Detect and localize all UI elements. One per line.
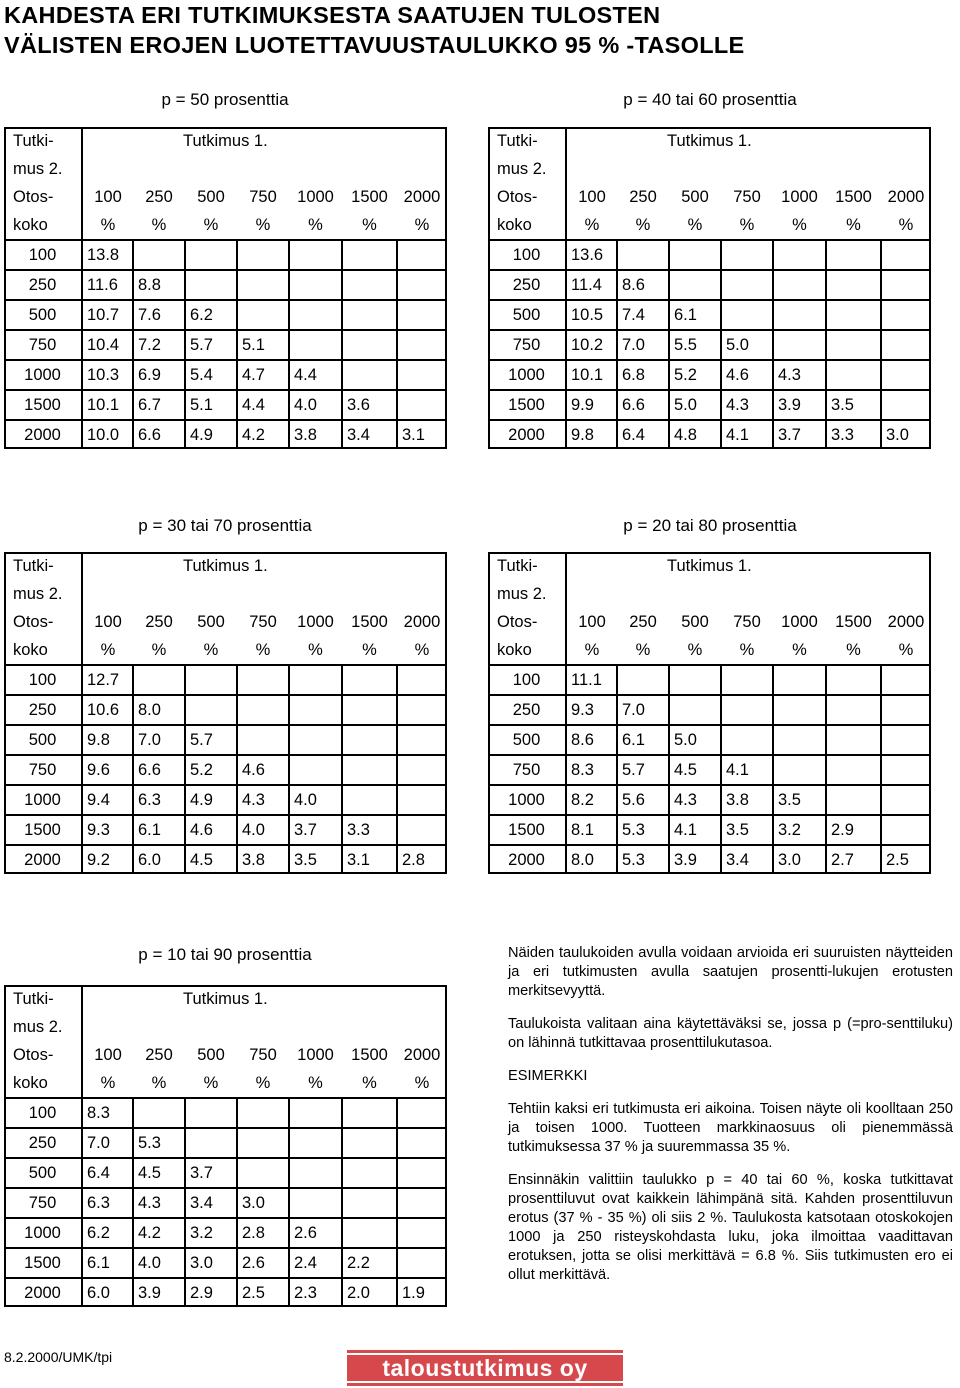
percent-header: % [255,641,271,659]
table-cell: 10.1 [82,390,133,420]
percent-header: % [846,216,861,234]
table-cell: 5.0 [721,330,773,360]
column-size-header: 2000 [403,1046,441,1064]
column-size-header: 1000 [781,613,818,631]
row-size-label: 250 [488,270,566,300]
header-koko: koko [488,211,566,240]
header-koko: koko [4,211,82,240]
table-frame [4,552,447,874]
table-cell: 4.1 [721,755,773,785]
table-cell: 8.2 [566,785,617,815]
row-size-label: 1000 [4,785,82,815]
column-size-header: 1500 [351,188,388,206]
table-cell: 6.3 [133,785,185,815]
column-size-header: 500 [197,613,225,631]
header-tutkimus-1: Tutkimus 1. [667,132,752,150]
percent-header: % [362,641,377,659]
column-size-header: 1000 [297,188,334,206]
table-cell: 4.3 [237,785,289,815]
row-size-label: 500 [488,725,566,755]
percent-header: % [151,1074,167,1092]
row-size-label: 750 [4,330,82,360]
percent-header: % [739,216,755,234]
table-cell: 11.4 [566,270,617,300]
table-cell: 2.5 [237,1278,289,1307]
table-cell: 3.7 [185,1158,237,1188]
percent-header: % [414,1074,430,1092]
table-cell: 7.0 [133,725,185,755]
row-size-label: 250 [4,270,82,300]
row-size-label: 500 [488,300,566,330]
table-cell: 3.5 [773,785,826,815]
row-size-label: 2000 [488,420,566,449]
row-size-label: 1500 [4,1248,82,1278]
row-size-label: 750 [488,330,566,360]
percent-header: % [255,216,271,234]
header-mus-2: mus 2. [4,1013,82,1041]
header-tutkimus-1: Tutkimus 1. [183,557,268,575]
column-size-header: 100 [578,613,606,631]
column-size-header: 1000 [297,1046,334,1064]
table-cell: 4.3 [721,390,773,420]
table-cell: 4.9 [185,785,237,815]
table-cell: 4.2 [237,420,289,449]
column-size-header: 1500 [351,613,388,631]
header-koko: koko [4,1069,82,1098]
percent-header: % [584,216,600,234]
table-cell: 3.5 [826,390,881,420]
percent-header: % [687,641,703,659]
table-cell: 3.9 [773,390,826,420]
table-cell: 2.2 [342,1248,397,1278]
table-cell: 10.0 [82,420,133,449]
table-caption: p = 50 prosenttia [161,90,289,109]
percent-header: % [255,1074,271,1092]
table-cell: 3.0 [773,845,826,874]
column-size-header: 100 [94,613,122,631]
row-size-label: 1500 [488,815,566,845]
table-cell: 2.7 [826,845,881,874]
row-size-label: 750 [4,755,82,785]
column-size-header: 250 [629,188,657,206]
table-cell: 6.2 [185,300,237,330]
table-cell: 3.5 [289,845,342,874]
column-size-header: 750 [249,1046,277,1064]
table-cell: 3.4 [185,1188,237,1218]
table-cell: 10.1 [566,360,617,390]
notes-example-heading: ESIMERKKI [508,1068,588,1084]
percent-header: % [414,216,430,234]
table-cell: 6.3 [82,1188,133,1218]
table-cell: 10.6 [82,695,133,725]
table-cell: 13.6 [566,240,617,270]
row-size-label: 1000 [4,360,82,390]
percent-header: % [635,641,651,659]
percent-header: % [203,1074,219,1092]
percent-header: % [100,641,116,659]
table-cell: 7.0 [617,330,669,360]
table-cell: 5.1 [237,330,289,360]
table-cell: 2.3 [289,1278,342,1307]
table-cell: 9.3 [566,695,617,725]
column-size-header: 500 [681,188,709,206]
table-cell: 2.9 [185,1278,237,1307]
table-cell: 8.3 [566,755,617,785]
column-size-header: 1000 [297,613,334,631]
table-cell: 5.3 [133,1128,185,1158]
table-cell: 2.0 [342,1278,397,1307]
row-size-label: 250 [488,695,566,725]
row-size-label: 100 [4,1098,82,1128]
table-cell: 9.6 [82,755,133,785]
table-cell: 4.1 [721,420,773,449]
header-otos: Otos- [488,608,566,636]
table-cell: 6.0 [133,845,185,874]
table-cell: 4.4 [237,390,289,420]
row-size-label: 1000 [488,360,566,390]
row-size-label: 100 [4,240,82,270]
percent-header: % [362,1074,377,1092]
column-size-header: 750 [249,188,277,206]
row-size-label: 1500 [4,390,82,420]
table-cell: 4.6 [237,755,289,785]
row-size-label: 2000 [4,845,82,874]
header-tutki: Tutki- [4,985,82,1013]
table-cell: 6.4 [82,1158,133,1188]
header-otos: Otos- [488,183,566,211]
explanation-notes [508,944,953,1299]
table-cell: 6.0 [82,1278,133,1307]
table-cell: 3.6 [342,390,397,420]
header-tutki: Tutki- [4,127,82,155]
percent-header: % [584,641,600,659]
table-cell: 5.6 [617,785,669,815]
table-cell: 3.3 [826,420,881,449]
table-cell: 3.5 [721,815,773,845]
percent-header: % [203,641,219,659]
table-cell: 5.1 [185,390,237,420]
percent-header: % [846,641,861,659]
row-size-label: 750 [488,755,566,785]
table-cell: 7.4 [617,300,669,330]
table-cell: 9.2 [82,845,133,874]
table-cell: 4.3 [133,1188,185,1218]
table-cell: 4.0 [289,390,342,420]
footer-code: 8.2.2000/UMK/tpi [4,1349,113,1365]
notes-paragraph-5: Ensinnäkin valittiin taulukko p = 40 tai 60 %, koska tutkittavat prosenttiluvut ovat kaikkein lähimpänä sitä. Kahden prosenttiluvun erotus (37 % - 35 %) oli siis 2 %. Taulukosta katsotaan otoskokojen 1000 ja 250 risteyskohdasta luku, joka ilmoittaa vaadittavan erotuksen, jotta se olisi merkittävä = 6.8 %. Siis tutkimusten ero ei ollut merkittävä. [508,1172,953,1283]
column-size-header: 250 [145,1046,173,1064]
column-size-header: 500 [197,1046,225,1064]
row-size-label: 1500 [4,815,82,845]
title-line-2: VÄLISTEN EROJEN LUOTETTAVUUSTAULUKKO 95 % -TASOLLE [4,32,745,58]
table-frame [4,985,447,1307]
table-cell: 5.4 [185,360,237,390]
table-cell: 8.0 [133,695,185,725]
table-cell: 10.3 [82,360,133,390]
table-caption: p = 30 tai 70 prosenttia [138,516,312,535]
table-cell: 5.2 [185,755,237,785]
table-cell: 10.4 [82,330,133,360]
percent-header: % [308,1074,323,1092]
table-cell: 3.8 [237,845,289,874]
table-cell: 3.7 [773,420,826,449]
table-cell: 5.2 [669,360,721,390]
header-tutkimus-1: Tutkimus 1. [183,132,268,150]
header-mus-2: mus 2. [488,580,566,608]
table-cell: 8.0 [566,845,617,874]
row-size-label: 750 [4,1188,82,1218]
table-cell: 3.4 [721,845,773,874]
header-mus-2: mus 2. [4,580,82,608]
header-tutki: Tutki- [488,127,566,155]
table-cell: 3.7 [289,815,342,845]
table-cell: 6.9 [133,360,185,390]
column-size-header: 100 [94,188,122,206]
table-cell: 10.2 [566,330,617,360]
table-cell: 9.4 [82,785,133,815]
table-cell: 6.1 [617,725,669,755]
table-cell: 5.7 [617,755,669,785]
table-caption: p = 20 tai 80 prosenttia [623,516,797,535]
table-cell: 9.3 [82,815,133,845]
header-otos: Otos- [4,1041,82,1069]
row-size-label: 500 [4,725,82,755]
header-tutki: Tutki- [488,552,566,580]
company-logo [347,1350,623,1386]
title-line-1: KAHDESTA ERI TUTKIMUKSESTA SAATUJEN TULOSTEN [4,2,661,28]
table-cell: 3.0 [881,420,931,449]
column-size-header: 100 [94,1046,122,1064]
column-size-header: 1500 [835,613,872,631]
table-cell: 5.3 [617,815,669,845]
table-cell: 7.2 [133,330,185,360]
table-cell: 3.8 [721,785,773,815]
percent-header: % [898,216,914,234]
table-cell: 5.5 [669,330,721,360]
table-cell: 3.0 [237,1188,289,1218]
table-cell: 5.0 [669,390,721,420]
table-cell: 3.2 [773,815,826,845]
table-caption: p = 40 tai 60 prosenttia [623,90,797,109]
table-cell: 4.6 [721,360,773,390]
table-cell: 4.0 [289,785,342,815]
percent-header: % [414,641,430,659]
table-cell: 9.9 [566,390,617,420]
header-tutkimus-1: Tutkimus 1. [183,990,268,1008]
header-koko: koko [4,636,82,665]
table-cell: 6.6 [133,755,185,785]
table-cell: 3.1 [397,420,447,449]
table-cell: 7.0 [617,695,669,725]
table-cell: 11.6 [82,270,133,300]
table-cell: 5.3 [617,845,669,874]
table-cell: 4.2 [133,1218,185,1248]
column-size-header: 2000 [403,188,441,206]
row-size-label: 2000 [488,845,566,874]
header-tutkimus-1: Tutkimus 1. [667,557,752,575]
column-size-header: 500 [197,188,225,206]
table-cell: 3.1 [342,845,397,874]
table-cell: 8.6 [566,725,617,755]
percent-header: % [739,641,755,659]
table-cell: 4.3 [773,360,826,390]
table-cell: 13.8 [82,240,133,270]
table-cell: 6.1 [133,815,185,845]
percent-header: % [792,641,807,659]
table-cell: 9.8 [566,420,617,449]
table-cell: 4.0 [133,1248,185,1278]
column-size-header: 2000 [887,613,925,631]
table-cell: 2.6 [289,1218,342,1248]
column-size-header: 100 [578,188,606,206]
row-size-label: 100 [4,665,82,695]
table-cell: 4.7 [237,360,289,390]
percent-header: % [308,216,323,234]
table-cell: 4.8 [669,420,721,449]
header-mus-2: mus 2. [4,155,82,183]
table-cell: 3.0 [185,1248,237,1278]
table-cell: 3.3 [342,815,397,845]
percent-header: % [792,216,807,234]
table-cell: 5.7 [185,330,237,360]
column-size-header: 250 [145,613,173,631]
table-cell: 4.3 [669,785,721,815]
column-size-header: 1500 [351,1046,388,1064]
table-cell: 4.5 [185,845,237,874]
table-cell: 8.8 [133,270,185,300]
percent-header: % [100,216,116,234]
percent-header: % [100,1074,116,1092]
table-cell: 2.4 [289,1248,342,1278]
notes-paragraph-2: Taulukoista valitaan aina käytettäväksi se, jossa p (=pro-senttiluku) on lähinnä tutkittavaa prosenttilukutasoa. [508,1016,953,1051]
table-cell: 4.5 [669,755,721,785]
column-size-header: 2000 [887,188,925,206]
table-cell: 3.9 [669,845,721,874]
table-cell: 7.0 [82,1128,133,1158]
percent-header: % [151,641,167,659]
header-mus-2: mus 2. [488,155,566,183]
row-size-label: 100 [488,240,566,270]
table-cell: 11.1 [566,665,617,695]
table-frame [4,127,447,449]
logo-text: taloustutkimus oy [382,1354,588,1381]
table-cell: 3.2 [185,1218,237,1248]
table-cell: 1.9 [397,1278,447,1307]
table-cell: 3.4 [342,420,397,449]
table-cell: 5.7 [185,725,237,755]
column-size-header: 500 [681,613,709,631]
table-cell: 2.6 [237,1248,289,1278]
table-cell: 7.6 [133,300,185,330]
table-cell: 6.6 [617,390,669,420]
table-cell: 4.1 [669,815,721,845]
percent-header: % [203,216,219,234]
header-tutki: Tutki- [4,552,82,580]
table-cell: 2.8 [397,845,447,874]
column-size-header: 750 [733,188,761,206]
row-size-label: 250 [4,695,82,725]
table-cell: 3.8 [289,420,342,449]
notes-paragraph-4: Tehtiin kaksi eri tutkimusta eri aikoina. Toisen näyte oli koolltaan 250 ja toisen 1000. Tuotteen markkinaosuus oli pienemmässä tutkimuksessa 37 % ja suuremmassa 35 %. [508,1101,953,1155]
percent-header: % [687,216,703,234]
table-cell: 6.6 [133,420,185,449]
percent-header: % [898,641,914,659]
table-cell: 10.5 [566,300,617,330]
header-otos: Otos- [4,608,82,636]
table-cell: 4.5 [133,1158,185,1188]
header-otos: Otos- [4,183,82,211]
column-size-header: 750 [249,613,277,631]
column-size-header: 1500 [835,188,872,206]
table-frame [488,127,931,449]
column-size-header: 250 [145,188,173,206]
table-cell: 4.9 [185,420,237,449]
table-cell: 5.0 [669,725,721,755]
table-frame [488,552,931,874]
percent-header: % [308,641,323,659]
column-size-header: 1000 [781,188,818,206]
table-cell: 6.1 [669,300,721,330]
row-size-label: 250 [4,1128,82,1158]
table-caption: p = 10 tai 90 prosenttia [138,945,312,964]
table-cell: 12.7 [82,665,133,695]
column-size-header: 750 [733,613,761,631]
table-cell: 4.4 [289,360,342,390]
table-cell: 8.1 [566,815,617,845]
table-cell: 4.0 [237,815,289,845]
notes-paragraph-1: Näiden taulukoiden avulla voidaan arvioida eri suuruisten näytteiden ja eri tutkimusten avulla saatujen prosentti-lukujen erotusten merkitsevyyttä. [508,945,953,999]
row-size-label: 500 [4,1158,82,1188]
table-cell: 10.7 [82,300,133,330]
row-size-label: 1000 [4,1218,82,1248]
table-cell: 3.9 [133,1278,185,1307]
row-size-label: 2000 [4,420,82,449]
percent-header: % [362,216,377,234]
table-cell: 6.4 [617,420,669,449]
header-koko: koko [488,636,566,665]
table-cell: 6.8 [617,360,669,390]
row-size-label: 500 [4,300,82,330]
table-cell: 6.2 [82,1218,133,1248]
row-size-label: 1000 [488,785,566,815]
table-cell: 6.7 [133,390,185,420]
row-size-label: 1500 [488,390,566,420]
table-cell: 2.5 [881,845,931,874]
table-cell: 9.8 [82,725,133,755]
table-cell: 8.6 [617,270,669,300]
row-size-label: 2000 [4,1278,82,1307]
table-cell: 4.6 [185,815,237,845]
table-cell: 6.1 [82,1248,133,1278]
percent-header: % [635,216,651,234]
table-cell: 8.3 [82,1098,133,1128]
column-size-header: 250 [629,613,657,631]
table-cell: 2.9 [826,815,881,845]
percent-header: % [151,216,167,234]
table-cell: 2.8 [237,1218,289,1248]
document-title [4,0,744,60]
row-size-label: 100 [488,665,566,695]
column-size-header: 2000 [403,613,441,631]
